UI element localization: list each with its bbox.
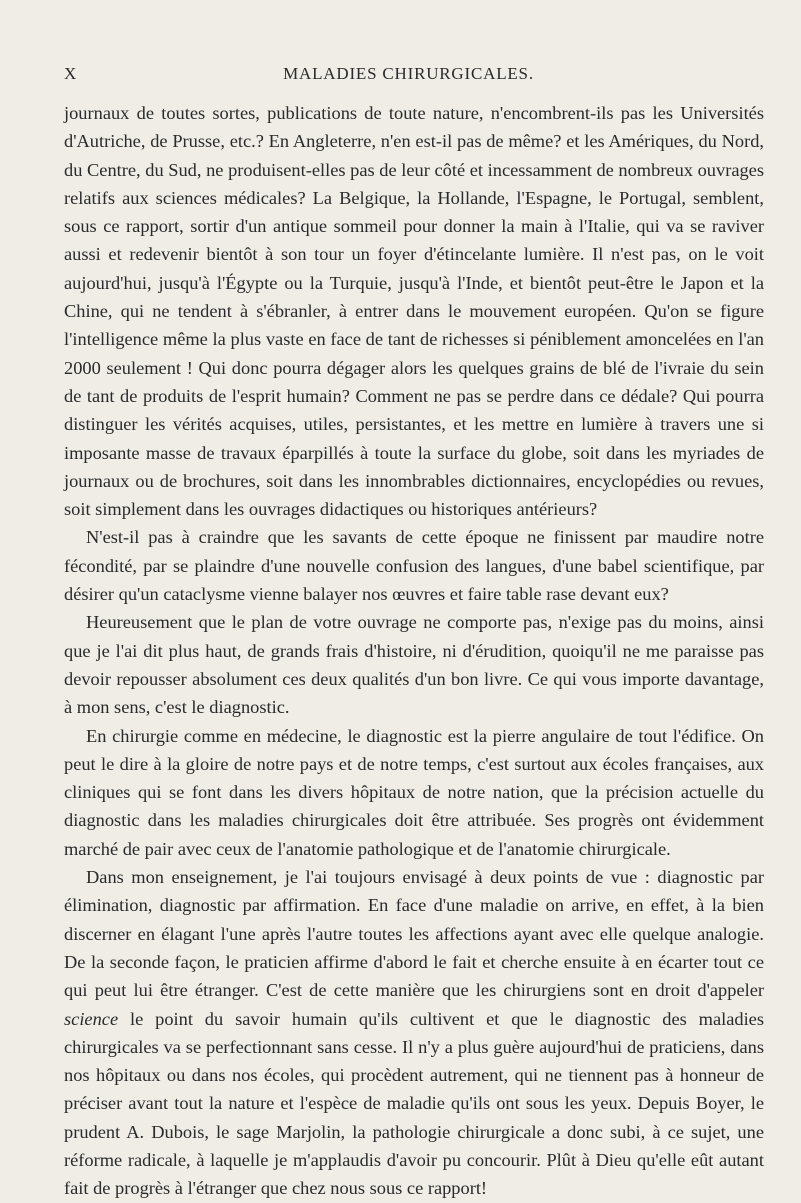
paragraph-text: Dans mon enseignement, je l'ai toujours envisagé à deux points de vue : diagnostic par élimination, diagnostic par affirmation. En face d'une maladie on arrive, en effet, à la bien discerner en élagant l'une après l'autre toutes les affections ayant avec elle quelque analogie. De la seconde façon, le praticien affirme d'abord le fait et cherche ensuite à en écarter tout ce qui peut lui être étranger. C'est de cette manière que les chirurgiens sont en droit d'appeler [64, 867, 764, 1001]
paragraph: Heureusement que le plan de votre ouvrage ne comporte pas, n'exige pas du moins, ainsi que je l'ai dit plus haut, de grands frais d'histoire, ni d'érudition, quoiqu'il ne me paraisse pas devoir repousser absolument ces deux qualités d'un bon livre. Ce qui vous importe davantage, à mon sens, c'est le diagnostic. [64, 612, 764, 718]
body-text [64, 99, 764, 1203]
paragraph: journaux de toutes sortes, publications de toute nature, n'encombrent-ils pas les Universités d'Autriche, de Prusse, etc.? En Angleterre, n'en est-il pas de même? et les Amériques, du Nord, du Centre, du Sud, ne produisent-elles pas de leur côté et incessamment de nombreux ouvrages relatifs aux sciences médicales? La Belgique, la Hollande, l'Espagne, le Portugal, semblent, sous ce rapport, sortir d'un antique sommeil pour donner la main à l'Italie, qui va se raviver aussi et redevenir bientôt à son tour un foyer d'étincelante lumière. Il n'est pas, on le voit aujourd'hui, jusqu'à l'Égypte ou la Turquie, jusqu'à l'Inde, et bientôt peut-être le Japon et la Chine, qui ne tendent à s'ébranler, à entrer dans le mouvement européen. Qu'on se figure l'intelligence même la plus vaste en face de tant de richesses si péniblement amoncelées en l'an 2000 seulement ! Qui donc pourra dégager alors les quelques grains de blé de l'ivraie du sein de tant de produits de l'esprit humain? Comment ne pas se perdre dans ce dédale? Qui pourra distinguer les vérités acquises, utiles, persistantes, et les mettre en lumière à travers une si imposante masse de travaux éparpillés à toute la surface du globe, soit dans les myriades de journaux ou de brochures, soit dans les innombrables dictionnaires, encyclopédies ou revues, soit simplement dans les ouvrages didactiques ou historiques antérieurs? [64, 103, 764, 520]
paragraph [64, 863, 764, 1203]
paragraph: En chirurgie comme en médecine, le diagnostic est la pierre angulaire de tout l'édifice. On peut le dire à la gloire de notre pays et de notre temps, c'est surtout aux écoles françaises, aux cliniques qui se font dans les divers hôpitaux de notre nation, que la précision actuelle du diagnostic dans les maladies chirurgicales doit être attribuée. Ses progrès ont évidemment marché de pair avec ceux de l'anatomie pathologique et de l'anatomie chirurgicale. [64, 725, 764, 859]
paragraph: N'est-il pas à craindre que les savants de cette époque ne finissent par maudire notre fécondité, par se plaindre d'une nouvelle confusion des langues, d'une babel scientifique, par désirer qu'un cataclysme vienne balayer nos œuvres et faire table rase devant eux? [64, 527, 764, 605]
running-title: MALADIES CHIRURGICALES. [283, 64, 534, 83]
page-number: X [64, 64, 77, 83]
emphasis-science: science [64, 1008, 119, 1029]
page-header [64, 64, 753, 88]
paragraph-text: le point du savoir humain qu'ils cultivent et que le diagnostic des maladies chirurgicales va se perfectionnant sans cesse. Il n'y a plus guère aujourd'hui de praticiens, dans nos hôpitaux ou dans nos écoles, qui procèdent autrement, qui ne tiennent pas à honneur de préciser avant tout la nature et l'espèce de maladie qu'ils ont sous les yeux. Depuis Boyer, le prudent A. Dubois, le sage Marjolin, la pathologie chirurgicale a donc subi, à ce sujet, une réforme radicale, à laquelle je m'applaudis d'avoir pu concourir. Plût à Dieu qu'elle eût autant fait de progrès à l'étranger que chez nous sous ce rapport! [64, 1008, 764, 1199]
